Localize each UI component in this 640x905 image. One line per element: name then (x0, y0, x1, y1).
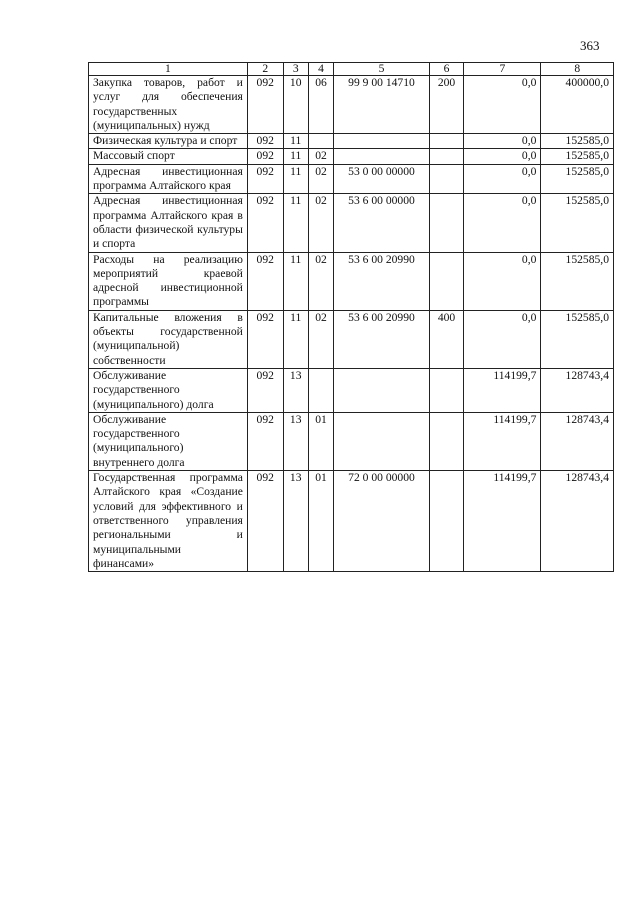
row-section: 11 (283, 164, 308, 194)
row-name: Закупка товаров, работ и услуг для обеспечения государственных (муниципальных) нужд (89, 76, 248, 134)
row-amount-col7: 114199,7 (464, 368, 541, 412)
row-subsection (308, 134, 333, 149)
header-col-6: 6 (429, 63, 464, 76)
row-name: Обслуживание государственного (муниципального) внутреннего долга (89, 412, 248, 470)
row-subsection: 02 (308, 252, 333, 310)
row-expense-type (429, 471, 464, 572)
row-target-article (334, 368, 430, 412)
row-amount-col7: 114199,7 (464, 412, 541, 470)
row-ministry-code: 092 (247, 412, 283, 470)
row-amount-col7: 0,0 (464, 164, 541, 194)
row-target-article (334, 412, 430, 470)
budget-table (88, 62, 614, 572)
row-target-article: 99 9 00 14710 (334, 76, 430, 134)
row-target-article: 72 0 00 00000 (334, 471, 430, 572)
row-expense-type (429, 194, 464, 252)
row-subsection: 02 (308, 149, 333, 164)
header-col-5: 5 (334, 63, 430, 76)
row-name: Капитальные вложения в объекты государственной (муниципальной) собственности (89, 310, 248, 368)
row-expense-type (429, 368, 464, 412)
table-row (89, 134, 614, 149)
row-name: Адресная инвестиционная программа Алтайского края (89, 164, 248, 194)
row-ministry-code: 092 (247, 368, 283, 412)
row-target-article (334, 134, 430, 149)
row-section: 11 (283, 310, 308, 368)
row-target-article: 53 6 00 20990 (334, 252, 430, 310)
row-section: 13 (283, 368, 308, 412)
row-expense-type: 200 (429, 76, 464, 134)
row-name: Государственная программа Алтайского края «Создание условий для эффективного и ответственного управления региональными и муниципальными финансами» (89, 471, 248, 572)
row-ministry-code: 092 (247, 310, 283, 368)
row-section: 13 (283, 471, 308, 572)
row-expense-type (429, 149, 464, 164)
row-expense-type: 400 (429, 310, 464, 368)
row-section: 11 (283, 134, 308, 149)
row-ministry-code: 092 (247, 149, 283, 164)
row-ministry-code: 092 (247, 76, 283, 134)
row-name: Массовый спорт (89, 149, 248, 164)
row-expense-type (429, 164, 464, 194)
row-name: Физическая культура и спорт (89, 134, 248, 149)
row-ministry-code: 092 (247, 194, 283, 252)
row-amount-col7: 0,0 (464, 310, 541, 368)
table-row (89, 149, 614, 164)
row-amount-col7: 0,0 (464, 149, 541, 164)
row-amount-col7: 0,0 (464, 252, 541, 310)
row-target-article: 53 6 00 20990 (334, 310, 430, 368)
row-ministry-code: 092 (247, 164, 283, 194)
row-expense-type (429, 134, 464, 149)
table-row (89, 252, 614, 310)
row-target-article: 53 0 00 00000 (334, 164, 430, 194)
row-amount-col8: 400000,0 (541, 76, 614, 134)
row-expense-type (429, 412, 464, 470)
table-row (89, 310, 614, 368)
row-amount-col8: 152585,0 (541, 310, 614, 368)
header-col-7: 7 (464, 63, 541, 76)
row-amount-col7: 114199,7 (464, 471, 541, 572)
row-amount-col8: 152585,0 (541, 194, 614, 252)
row-amount-col7: 0,0 (464, 134, 541, 149)
row-amount-col8: 152585,0 (541, 252, 614, 310)
row-amount-col8: 152585,0 (541, 164, 614, 194)
row-section: 11 (283, 252, 308, 310)
row-name: Расходы на реализацию мероприятий краевой адресной инвестиционной программы (89, 252, 248, 310)
row-amount-col8: 128743,4 (541, 412, 614, 470)
row-expense-type (429, 252, 464, 310)
row-section: 13 (283, 412, 308, 470)
row-subsection: 02 (308, 194, 333, 252)
row-subsection: 02 (308, 164, 333, 194)
row-subsection: 02 (308, 310, 333, 368)
row-section: 10 (283, 76, 308, 134)
header-col-4: 4 (308, 63, 333, 76)
header-col-2: 2 (247, 63, 283, 76)
header-col-1: 1 (89, 63, 248, 76)
row-ministry-code: 092 (247, 134, 283, 149)
header-col-8: 8 (541, 63, 614, 76)
row-target-article (334, 149, 430, 164)
header-col-3: 3 (283, 63, 308, 76)
table-header-row (89, 63, 614, 76)
row-name: Обслуживание государственного (муниципального) долга (89, 368, 248, 412)
row-subsection (308, 368, 333, 412)
row-amount-col8: 128743,4 (541, 368, 614, 412)
row-section: 11 (283, 149, 308, 164)
table-row (89, 76, 614, 134)
row-amount-col7: 0,0 (464, 76, 541, 134)
table-row (89, 412, 614, 470)
row-ministry-code: 092 (247, 471, 283, 572)
row-amount-col7: 0,0 (464, 194, 541, 252)
page-number: 363 (580, 38, 600, 53)
row-subsection: 01 (308, 412, 333, 470)
table-row (89, 194, 614, 252)
row-section: 11 (283, 194, 308, 252)
table-row (89, 368, 614, 412)
row-ministry-code: 092 (247, 252, 283, 310)
row-name: Адресная инвестиционная программа Алтайского края в области физической культуры и спорта (89, 194, 248, 252)
row-amount-col8: 152585,0 (541, 149, 614, 164)
row-amount-col8: 152585,0 (541, 134, 614, 149)
row-amount-col8: 128743,4 (541, 471, 614, 572)
row-subsection: 01 (308, 471, 333, 572)
row-target-article: 53 6 00 00000 (334, 194, 430, 252)
table-row (89, 471, 614, 572)
row-subsection: 06 (308, 76, 333, 134)
table-row (89, 164, 614, 194)
